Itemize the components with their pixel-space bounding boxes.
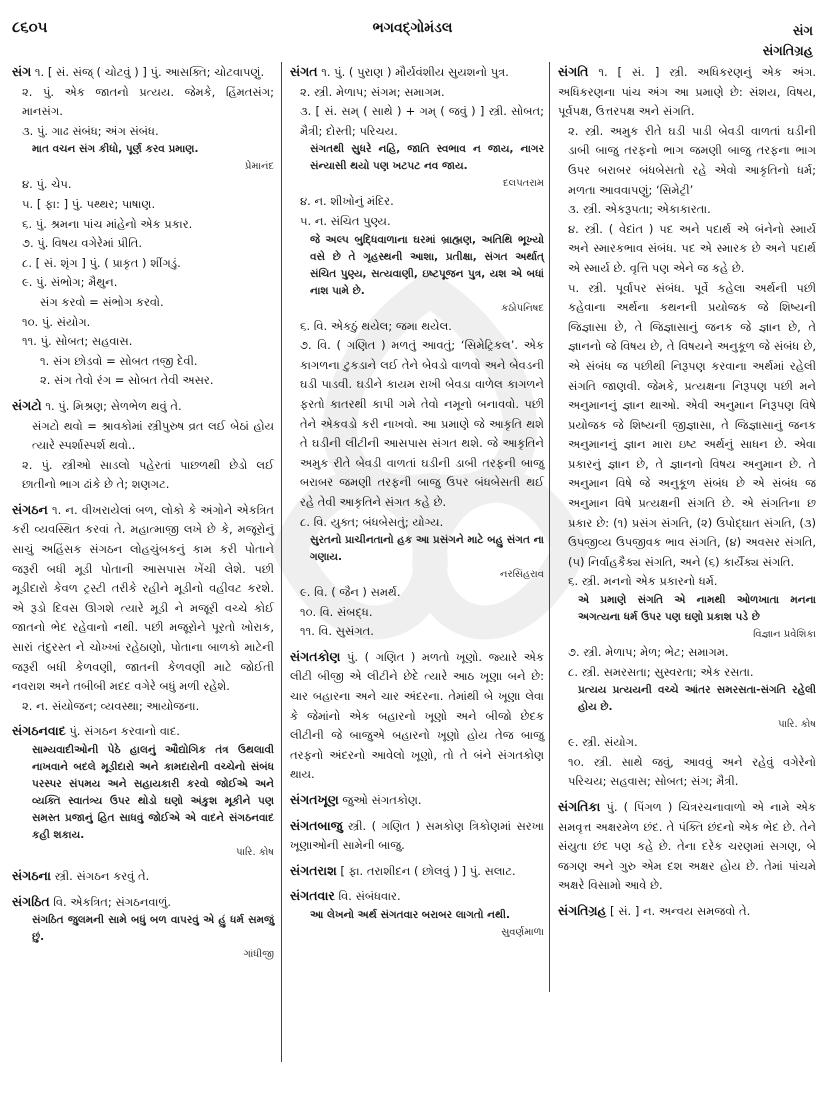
column-2	[290, 62, 544, 1100]
quote-text: જે અલ્પ બુદ્ધિવાળાના ઘરમાં બ્રાહ્મણ, અતિથિ ભૂખ્યો વસે છે તે ગૃહસ્થની આશા, પ્રતીક્ષા, સંગત અર્થાત્ સંચિત પુણ્ય, સત્યવાણી, ઇષ્ટપૂજન પુત્ર, યશ એ બધાં નાશ પામે છે.	[310, 233, 544, 297]
sense-text: ૯. પું. સંભોગ; મૈથુન.	[22, 275, 118, 290]
sense-text: ૩. [ સં. સમ્ ( સાથે ) + ગમ્ ( જવું ) ] સ્ત્રી. સોબત; મૈત્રી; દોસ્તી; પરિચય.	[300, 104, 544, 138]
headword: સંગતિકા	[558, 799, 601, 814]
citation-quote	[12, 742, 274, 861]
dictionary-entry	[290, 886, 544, 941]
running-title: ભગવદ્ગોમંડલ	[372, 20, 453, 36]
dictionary-entry	[12, 62, 274, 391]
sense-text: ૩. સ્ત્રી. એકરૂપતા; એકાકારતા.	[568, 202, 711, 217]
headword: સંગતકોણ	[290, 648, 341, 664]
column-divider	[281, 62, 282, 1062]
citation-quote	[12, 141, 274, 175]
dictionary-entry	[290, 861, 544, 882]
headword: સંગતખૂણ	[290, 792, 339, 808]
sense-text: ૮. વિ. યુક્ત; બંધબેસતું; યોગ્ય.	[300, 514, 444, 529]
dictionary-entry	[558, 797, 816, 896]
idiom-text: સંગટો થવો = શ્રાવકોમાં સ્ત્રીપુરુષ વ્રત લઈ બેઠાં હોય ત્યારે સ્પર્શાસ્પર્શ થવો..	[32, 418, 274, 453]
sense-text: વિ. સંબંધવાર.	[338, 889, 401, 904]
citation-source: પારિ. કોષ	[778, 719, 816, 731]
sense-text: ૪. ન. શીખોનું મંદિર.	[300, 194, 394, 209]
dictionary-entry	[290, 816, 544, 856]
citation-source: ગાંધીજી	[243, 949, 274, 961]
idiom-text: સંગ કરવો = સંભોગ કરવો.	[40, 294, 164, 309]
page-number: ૮૬૦૫	[12, 18, 48, 36]
sense-text: પું. ( ગણિત ) મળતો ખૂણો. જ્યારે એક લીટી બીજી એ લીટીને છેદે ત્યારે આઠ ખૂણા બને છે: ચાર બહારના અને ચાર અંદરના. તેમાંથી બે ખૂણા લેવા કે જેમાંનો એક બહારનો ખૂણો અને બીજો છેદક લીટીની જે બાજુએ બહારનો ખૂણો હોય તેજ બાજુ તરફનો અંદરનો આવેલો ખૂણો, તો તે બંને સંગતકોણ થાય.	[290, 649, 544, 782]
citation-quote	[290, 907, 544, 941]
sense-text: ૨. પું. એક જાતનો પ્રત્યય. જેમકે, હિંમતસંગ; માનસંગ.	[22, 84, 274, 119]
dictionary-entry	[290, 62, 544, 642]
sense-text: ૫. સ્ત્રી. પૂર્વાપર સંબંધ. પૂર્વે કહેલા અર્થની પછી કહેવાના અર્થના કથનની પ્રયોજક જે શિષ્યની જિજ્ઞાસા છે, તે જિજ્ઞાસાનું જનક જે જ્ઞાન છે, તે જ્ઞાનનો જે વિષય છે, તે વિષયને અનુકૂળ જે સંબંધ છે, એ સંબંધ જ પછીથી નિરૂપણ કરવાના અર્થમાં રહેલી સંગતિ જાણવી. જેમકે, પ્રત્યક્ષના નિરૂપણ પછી મને અનુમાનનું જ્ઞાન થાઓ. એવી અનુમાન નિરૂપણ વિષે પ્રયોજક જે શિષ્યની જીજ્ઞાસા, તે જિજ્ઞાસાનું જનક અનુમાનનું જ્ઞાન મારા ઇષ્ટ અર્થનું સાધન છે. એવા પ્રકારનું જ્ઞાન છે, તે જ્ઞાનનો વિષય અનુમાન છે. તે અનુમાન વિષે જે અનુકૂળ સંબંધ છે એ સંબંધ જ અનુમાન વિષે પ્રત્યક્ષની સંગતિ છે. એ સંગતિના છ પ્રકાર છે: (૧) પ્રસંગ સંગતિ, (૨) ઉપોદ્ઘાત સંગતિ, (૩) ઉપજીવ્ય ઉપજીવક ભાવ સંગતિ, (૪) અવસર સંગતિ, (૫) નિર્વાહકૈક્ય સંગતિ, અને (૬) કાર્યૈક્ય સંગતિ.	[568, 280, 816, 569]
sense-text: ૮. [ સં. શૃંગ ] પું. ( પ્રાકૃત ) શીંગડું.	[22, 255, 181, 270]
quote-text: સુરતનો પ્રાચીનતાનો હક આ પ્રસંગને માટે બહુ સંગત ના ગણાય.	[310, 534, 544, 564]
dictionary-entry	[12, 892, 274, 964]
headword: સંગ	[12, 64, 32, 79]
sense-text: ૧૧. પું. સોબત; સહવાસ.	[22, 334, 133, 349]
headword: સંગતબાજુ	[290, 817, 343, 833]
sense-text: ૧. [ સં. સંજ્ ( ચોટવું ) ] પું. આસક્તિ; ચોટવાપણું.	[34, 65, 265, 79]
sense-text: ૧. પું. મિશ્રણ; સેળભેળ થવું તે.	[45, 398, 182, 413]
headword: સંગટો	[12, 397, 42, 413]
sense-text: ૨. સ્ત્રી. અમુક રીતે ઘડી પાડી બેવડી વાળતાં ઘડીની ડાબી બાજુ તરફનો ભાગ જમણી બાજુ તરફના ભાગ ઉપર બરાબર બંધબેસતો રહે એવો આકૃતિનો ધર્મ; મળતા આવવાપણું; ‘સિમેટ્રી’	[568, 123, 816, 197]
dictionary-entry	[290, 790, 544, 811]
citation-source: કઠોપનિષદ	[501, 302, 544, 314]
dictionary-entry	[12, 500, 274, 717]
quote-text: એ પ્રમાણે સંગતિ એ નામથી ઓળખાતા મનના અગત્યના ધર્મ ઉપર પણ ઘણો પ્રકાશ પડે છે	[578, 594, 816, 624]
citation-source: સુવર્ણમાળા	[501, 927, 544, 938]
sense-text: ૫. [ ફા: ] પું. પથ્થર; પાષાણ.	[22, 196, 156, 211]
citation-source: નરસિંહરાવ	[500, 569, 544, 581]
quote-text: સામ્યવાદીઓની પેઠે હાલનું ઔદ્યોગિક તંત્ર ઉથલાવી નાખવાને બદલે મૂડીદારો અને કામદારોની વચ્ચેનો સંબંધ પરસ્પર સંપમય અને સહાયકારી કરવો જોઈએ અને વ્યક્તિ સ્વાતંત્ર્ય ઉપર થોડો ઘણો અંકુશ મૂકીને પણ સમસ્ત પ્રજાનું હિત સાધવું જોઈએ એ વાદને સંગઠનવાદ કહી શકાય.	[32, 744, 274, 841]
sense-text: ૩. પું. ગાઢ સંબંધ; અંગ સંબંધ.	[22, 123, 159, 138]
quote-text: સંગઠિત જુલમની સામે બધું બળ વાપરવું એ હું ધર્મ સમજું છું.	[32, 914, 274, 944]
sense-text: ૮. સ્ત્રી. સમરસતા; સુસ્વરતા; એક રસતા.	[568, 664, 754, 679]
quote-text: સંગતથી સુધરે નહિ, જાતિ સ્વભાવ ન જાય, નાગર સંન્યાસી થયો પણ ખટપટ નવ જાય.	[310, 143, 544, 173]
sense-text: ૧. પું. ( પુરાણ ) મૌર્યવંશીય સુયશનો પુત્ર.	[321, 65, 509, 79]
sense-text: ૬. પું. શ્રમના પાંચ માંહેનો એક પ્રકાર.	[22, 216, 193, 231]
sense-text: વિ. એકત્રિત; સંગઠનવાળું.	[53, 894, 172, 909]
idiom-text: ૧. સંગ છોડવો = સોબત તજી દેવી.	[40, 353, 198, 368]
citation-quote	[558, 682, 816, 733]
headword: સંગતરાશ	[290, 862, 337, 878]
headword: સંગત	[290, 64, 318, 79]
sense-text: [ ફા. તરાશીદન ( છોલવું ) ] પું. સલાટ.	[340, 863, 516, 878]
citation-source: પ્રેમાનંદ	[244, 161, 274, 173]
headword: સંગઠના	[12, 868, 51, 883]
headword: સંગતિ	[558, 64, 589, 79]
citation-quote	[290, 232, 544, 317]
headword: સંગઠનવાદ	[12, 723, 66, 739]
cross-reference: જુઓ સંગતકોણ.	[342, 793, 422, 808]
sense-text: ૧૦. વિ. સંબદ્ધ.	[300, 604, 373, 619]
quote-text: માત વચન સંગ કીધો, પૂર્ણ કરવ પ્રમાણ.	[32, 143, 199, 156]
headword: સંગતવાર	[290, 888, 335, 904]
page-header	[0, 0, 825, 60]
sense-text: ૪. પું. ચેપ.	[22, 177, 72, 192]
sense-text: ૧૧. વિ. સુસંગત.	[300, 624, 374, 639]
citation-quote	[290, 532, 544, 583]
dictionary-entry	[12, 721, 274, 861]
column-divider	[549, 62, 550, 992]
sense-text: ૧. ન. વીખરાયેલાં બળ, લોકો કે અંગોને એકત્રિત કરી વ્યવસ્થિત કરવાં તે. મહાત્માજી લખે છે કે, મજૂરોનું સાચું અહિંસક સંગઠન લોહચુંબકનું કામ કરી પોતાને જરૂરી બધી મૂડી પોતાની આસપાસ ખેંચી લેશે. પછી મૂડીદારો કેવળ ટ્રસ્ટી તરીકે રહીને મૂડીનો વહીવટ કરશે. એ રૂડો દિવસ ઊગશે ત્યારે મૂડી ને મજૂરી વચ્ચે કોઈ જાતનો ભેદ રહેવાનો નથી. પછી મજૂરોને પૂરતો ખોરાક, સારાં તંદુરસ્ત ને ચોખ્ખાં રહેઠાણો, પોતાના બાળકો માટેની જરૂરી બધી કેળવણી, જાતની કેળવણી માટે જોઈતી નવરાશ અને તબીબી મદદ વગેરે બધું મળી રહેશે.	[12, 502, 274, 694]
dictionary-entry	[290, 647, 544, 785]
sense-text: ૭. પું. વિષય વગેરેમાં પ્રીતિ.	[22, 236, 143, 251]
sense-text: ૧. [ સં. ] સ્ત્રી. અધિકરણનું એક અંગ. અધિકરણના પાંચ અંગ આ પ્રમાણે છે: સંશય, વિષય, પૂર્વપક્ષ, ઉત્તરપક્ષ અને સંગતિ.	[558, 65, 817, 119]
sense-text: ૫. ન. સંચિત પુણ્ય.	[300, 213, 391, 228]
sense-text: ૬. સ્ત્રી. મનનો એક પ્રકારનો ધર્મ.	[568, 574, 718, 589]
quote-text: પ્રત્યય પ્રત્યયની વચ્ચે આંતર સમરસતા-સંગતિ રહેલી હોય છે.	[578, 684, 816, 714]
sense-text: ૨. સ્ત્રી. મેળાપ; સંગમ; સમાગમ.	[300, 84, 445, 99]
dictionary-entry	[12, 866, 274, 887]
dictionary-entry	[12, 396, 274, 495]
sense-text: ૧૦. સ્ત્રી. સાથે જવું, આવવું અને રહેવું વગેરેનો પરિચય; સહવાસ; સોબત; સંગ; મૈત્રી.	[568, 754, 816, 789]
sense-text: સ્ત્રી. સંગઠન કરવું તે.	[54, 869, 150, 883]
sense-text: ૭. વિ. ( ગણિત ) મળતું આવતું; ‘સિમેટ્રિકલ’. એક કાગળના ટુકડાને લઈ તેને બેવડો વાળવો અને બેવડની ઘડી પાડવી. ઘડીને કાયમ રાખી બેવડા વાળેલ કાગળને ફરતો કાતરથી કાપી ગમે તેવો નમૂનો બનાવવો. પછી તેને એકવડો કરી નાખવો. આ પ્રમાણે જે આકૃતિ થશે તે ઘડીની લીટીની આસપાસ સંગત થશે. જે આકૃતિને અમુક રીતે બેવડી વાળતાં ઘડીની ડાબી તરફની બાજુ બરાબર જમણી તરફની બાજુ ઉપર બંધબેસતી થઈ રહે તેવી આકૃતિને સંગત કહે છે.	[300, 338, 544, 509]
quote-text: આ લેખનો અર્થ સંગતવાર બરાબર લાગતો નથી.	[310, 909, 511, 921]
citation-quote	[558, 592, 816, 643]
dictionary-entry	[558, 62, 816, 792]
headword: સંગઠિત	[12, 893, 50, 909]
idiom-text: ૨. સંગ તેવો રંગ = સોબત તેવી અસર.	[40, 373, 214, 388]
sense-text: ૪. સ્ત્રી. ( વેદાંત ) પદ અને પદાર્થ એ બંનેનો સ્માર્ય અને સ્મારકભાવ સંબંધ. પદ એ સ્મારક છે અને પદાર્થ એ સ્માર્ય છે. વૃત્તિ પણ એને જ કહે છે.	[568, 221, 816, 275]
sense-text: ૨. પું. સ્ત્રીઓ સાડલો પહેરતાં પાછળથી છેડો લઈ છાતીનો ભાગ ઢાંકે છે તે; શણગટ.	[22, 457, 274, 492]
citation-quote	[290, 141, 544, 192]
sense-text: સ્ત્રી. ( ગણિત ) સમકોણ ત્રિકોણમાં સરખા ખૂણાઓની સામેની બાજુ.	[290, 818, 544, 853]
headword: સંગતિગ્રહ	[558, 902, 607, 918]
sense-text: ૯. સ્ત્રી. સંયોગ.	[568, 735, 638, 750]
dictionary-entry	[558, 901, 816, 922]
citation-source: પારિ. કોષ	[236, 847, 274, 858]
column-3	[558, 62, 816, 1100]
guide-word-first: સંગ	[792, 24, 813, 39]
column-1	[12, 62, 274, 1100]
citation-quote	[12, 912, 274, 963]
sense-text: ૭. સ્ત્રી. મેળાપ; મેળ; ભેટ; સમાગમ.	[568, 645, 729, 660]
sense-text: [ સં. ] ન. અન્વય સમજવો તે.	[610, 903, 751, 918]
headword: સંગઠન	[12, 501, 48, 517]
sense-text: પું. સંગઠન કરવાનો વાદ.	[69, 724, 180, 739]
sense-text: પું. ( પિંગળ ) ચિત્રરચનાવાળો એ નામે એક સમવૃત્ત અક્ષરમેળ છંદ. તે પંક્તિ છંદનો એક ભેદ છે. તેને સંયુતા છંદ પણ કહે છે. તેના દરેક ચરણમાં સગણ, બે જગણ અને ગુરુ એમ દશ અક્ષર હોય છે. તેમાં પાંચમે અક્ષરે વિસામો આવે છે.	[558, 800, 816, 893]
sense-text: ૯. વિ. ( જૈન ) સમર્થ.	[300, 585, 401, 600]
sense-text: ૧૦. પું. સંયોગ.	[22, 314, 91, 329]
sense-text: ૬. વિ. એકઠું થયેલ; જમા થયેલ.	[300, 318, 452, 333]
guide-word-last: સંગતિગ્રહ	[762, 44, 813, 59]
sense-text: ૨. ન. સંયોજન; વ્યવસ્થા; આયોજના.	[22, 698, 200, 713]
citation-source: વિજ્ઞાન પ્રવેશિકા	[753, 629, 816, 641]
citation-source: દલપતરામ	[503, 178, 544, 190]
